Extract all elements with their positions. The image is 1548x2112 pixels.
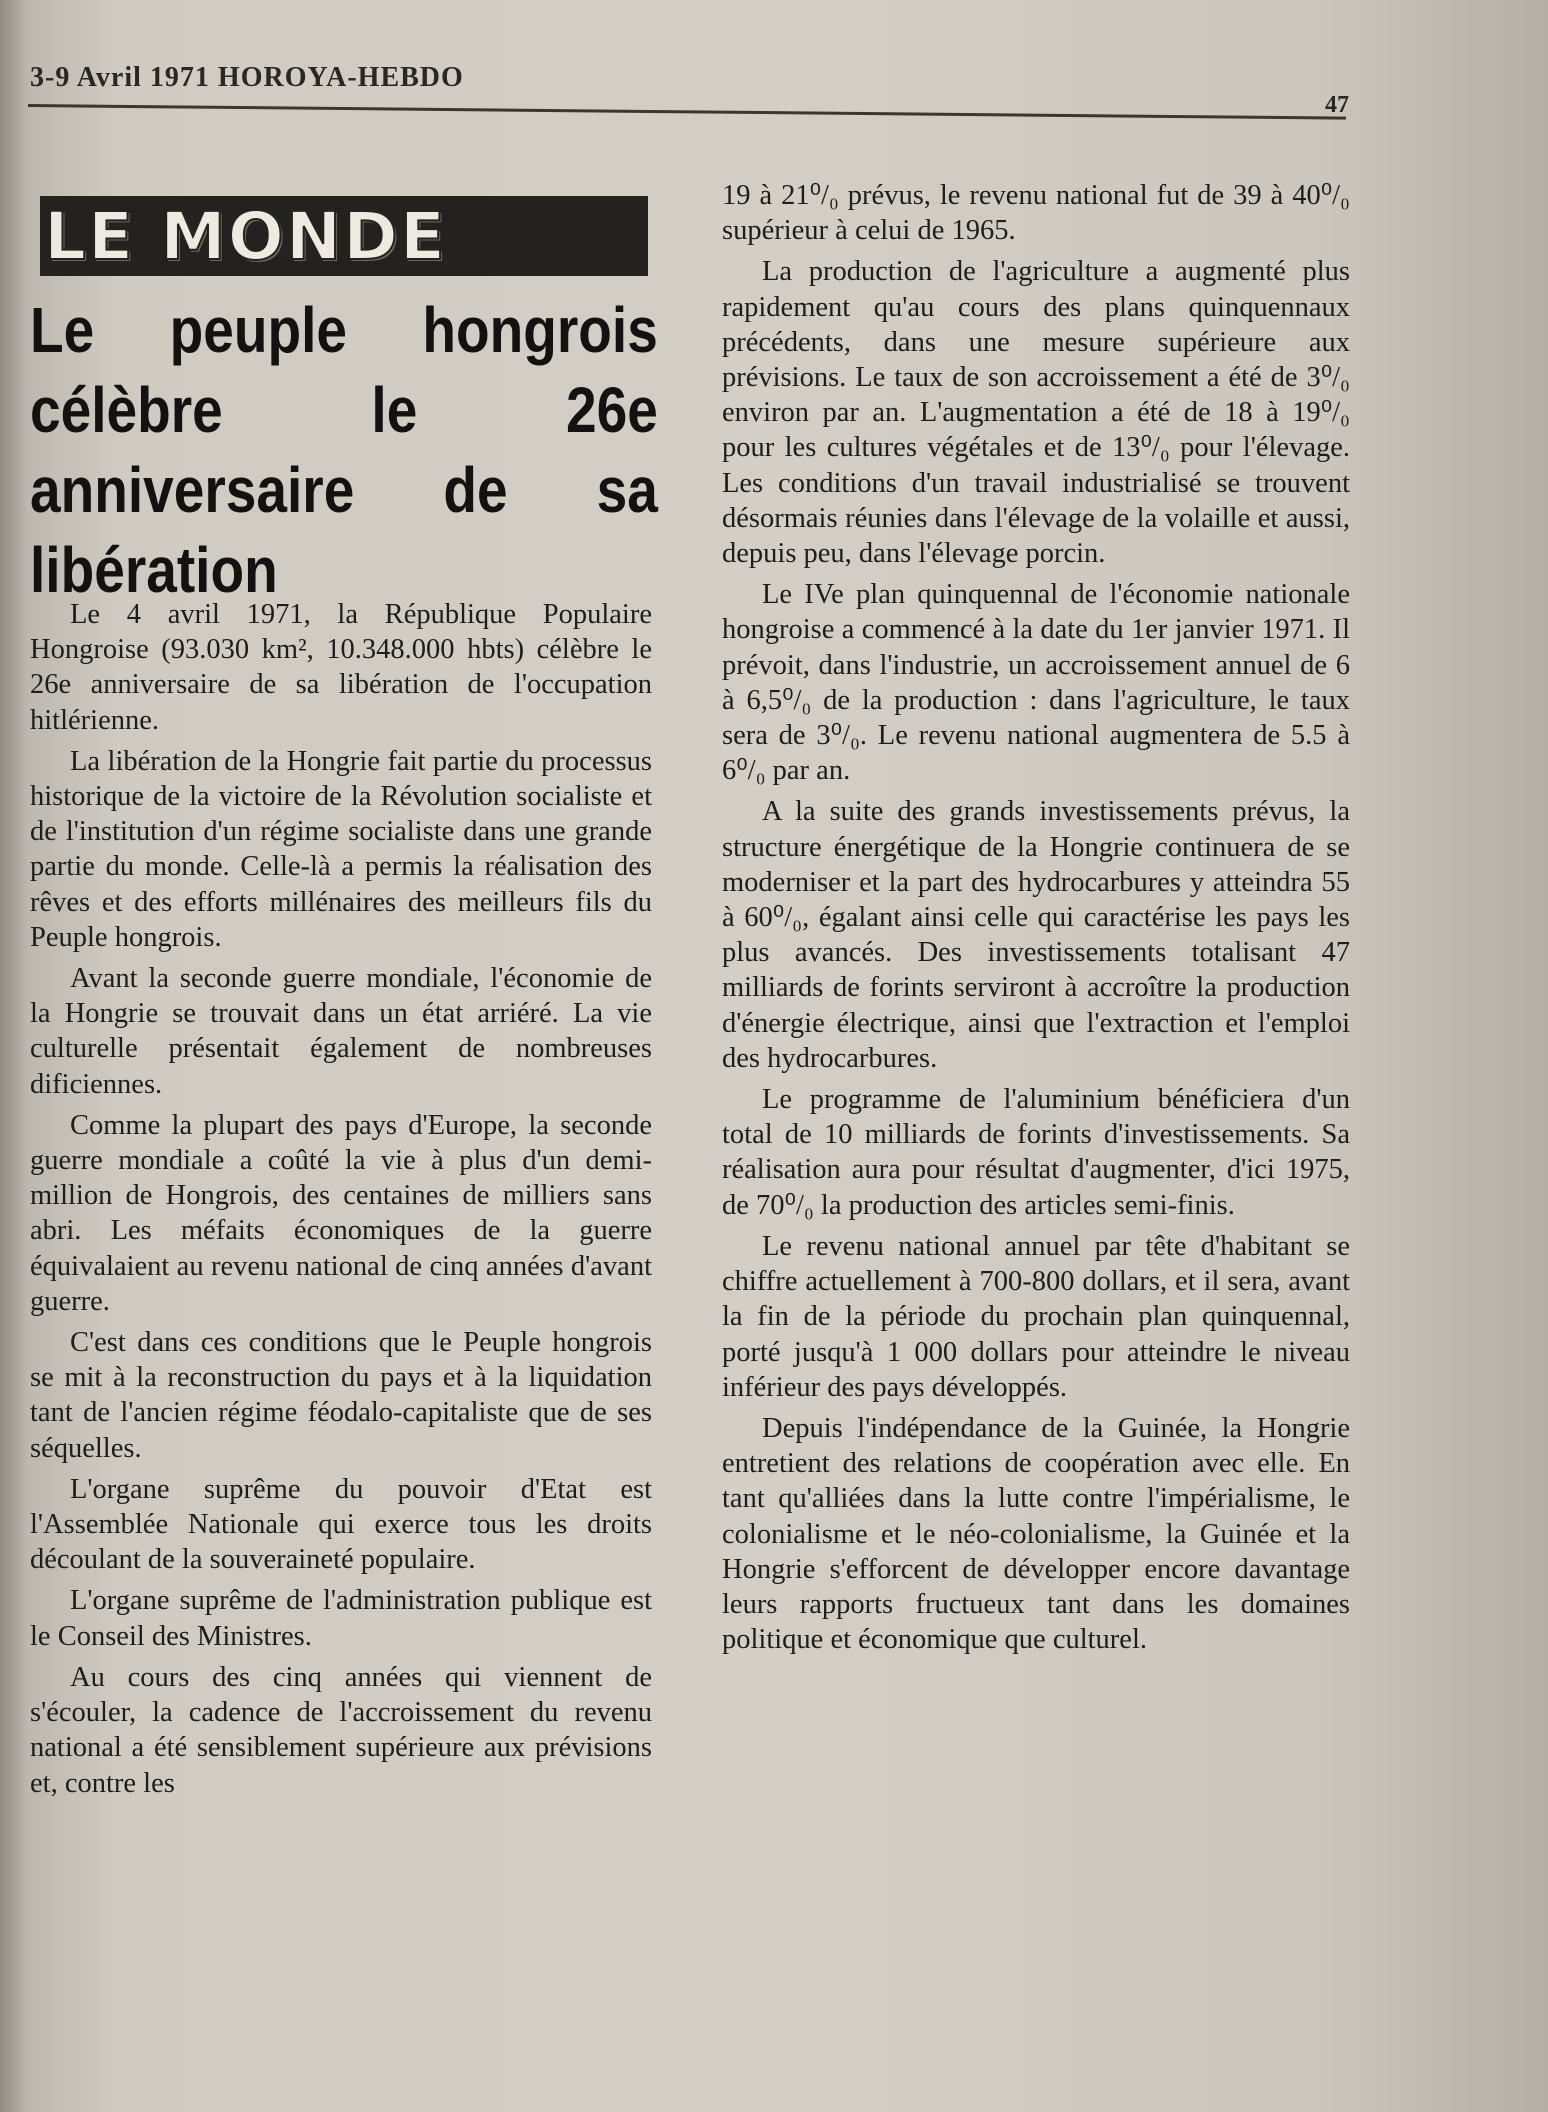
- paragraph: L'organe suprême de l'administration publique est le Conseil des Ministres.: [30, 1585, 652, 1652]
- header-rule: [28, 104, 1346, 120]
- article-headline: Le peuple hongrois célèbre le 26e anniversaire de sa libération: [30, 294, 658, 606]
- section-banner: [40, 196, 648, 276]
- paragraph: Le revenu national annuel par tête d'habitant se chiffre actuellement à 700-800 dollars, et il sera, avant la fin de la période du prochain plan quinquennal, porté jusqu'à 1 000 dollars pour atteindre le niveau inférieur des pays développés.: [722, 1230, 1350, 1403]
- section-label: LE MONDE: [44, 197, 448, 275]
- paragraph: Le programme de l'aluminium bénéficiera d'un total de 10 milliards de forints d'investissements. Sa réalisation aura pour résultat d'augmenter, d'ici 1975, de 70⁰/₀ la production des articles semi-finis.: [722, 1084, 1350, 1221]
- paragraph: C'est dans ces conditions que le Peuple hongrois se mit à la reconstruction du pays et à la liquidation tant de l'ancien régime féodalo-capitaliste que de ses séquelles.: [30, 1327, 652, 1464]
- paragraph: L'organe suprême du pouvoir d'Etat est l'Assemblée Nationale qui exerce tous les droits découlant de la souveraineté populaire.: [30, 1473, 652, 1576]
- paragraph-continuation: 19 à 21⁰/₀ prévus, le revenu national fut de 39 à 40⁰/₀ supérieur à celui de 1965.: [722, 180, 1350, 247]
- paragraph: La production de l'agriculture a augmenté plus rapidement qu'au cours des plans quinquennaux précédents, dans une mesure supérieure aux prévisions. Le taux de son accroissement a été de 3⁰/₀ environ par an. L'augmentation a été de 18 à 19⁰/₀ pour les cultures végétales et de 13⁰/₀ pour l'élevage. Les conditions d'un travail industrialisé se trouvent désormais réunies dans l'élevage de la volaille et aussi, depuis peu, dans l'élevage porcin.: [722, 256, 1350, 570]
- page-number: 47: [1325, 92, 1349, 118]
- paragraph: La libération de la Hongrie fait partie du processus historique de la victoire de la Révolution socialiste et de l'institution d'un régime socialiste dans une grande partie du monde. Celle-là a permis la réalisation des rêves et des efforts millénaires des meilleurs fils du Peuple hongrois.: [30, 745, 652, 953]
- paragraph: Comme la plupart des pays d'Europe, la seconde guerre mondiale a coûté la vie à plus d'un demi-million de Hongrois, des centaines de milliers sans abri. Les méfaits économiques de la guerre équivalaient au revenu national de cinq années d'avant guerre.: [30, 1109, 652, 1317]
- article-column-left: [30, 597, 652, 1807]
- paragraph: A la suite des grands investissements prévus, la structure énergétique de la Hongrie continuera de se moderniser et la part des hydrocarbures y atteindra 55 à 60⁰/₀, égalant ainsi celle qui caractérise les pays les plus avancés. Des investissements totalisant 47 milliards de forints serviront à accroître la production d'énergie électrique, ainsi que l'extraction et l'emploi des hydrocarbures.: [722, 796, 1350, 1074]
- paragraph: Le 4 avril 1971, la République Populaire Hongroise (93.030 km², 10.348.000 hbts) célèbre le 26e anniversaire de sa libération de l'occupation hitlérienne.: [30, 599, 652, 736]
- paragraph: Le IVe plan quinquennal de l'économie nationale hongroise a commencé à la date du 1er janvier 1971. Il prévoit, dans l'industrie, un accroissement annuel de 6 à 6,5⁰/₀ de la production : dans l'agriculture, le taux sera de 3⁰/₀. Le revenu national augmentera de 5.5 à 6⁰/₀ par an.: [722, 579, 1350, 787]
- paragraph: Depuis l'indépendance de la Guinée, la Hongrie entretient des relations de coopération avec elle. En tant qu'alliées dans la lutte contre l'impérialisme, le colonialisme et le néo-colonialisme, la Guinée et la Hongrie s'efforcent de développer encore davantage leurs rapports fructueux tant dans les domaines politique et économique que culturel.: [722, 1412, 1350, 1656]
- dateline: 3-9 Avril 1971 HOROYA-HEBDO: [30, 62, 464, 93]
- paragraph: Avant la seconde guerre mondiale, l'économie de la Hongrie se trouvait dans un état arriéré. La vie culturelle présentait également de nombreuses dificiennes.: [30, 963, 652, 1100]
- paragraph: Au cours des cinq années qui viennent de s'écouler, la cadence de l'accroissement du revenu national a été sensiblement supérieure aux prévisions et, contre les: [30, 1661, 652, 1799]
- article-column-right: [722, 178, 1350, 1663]
